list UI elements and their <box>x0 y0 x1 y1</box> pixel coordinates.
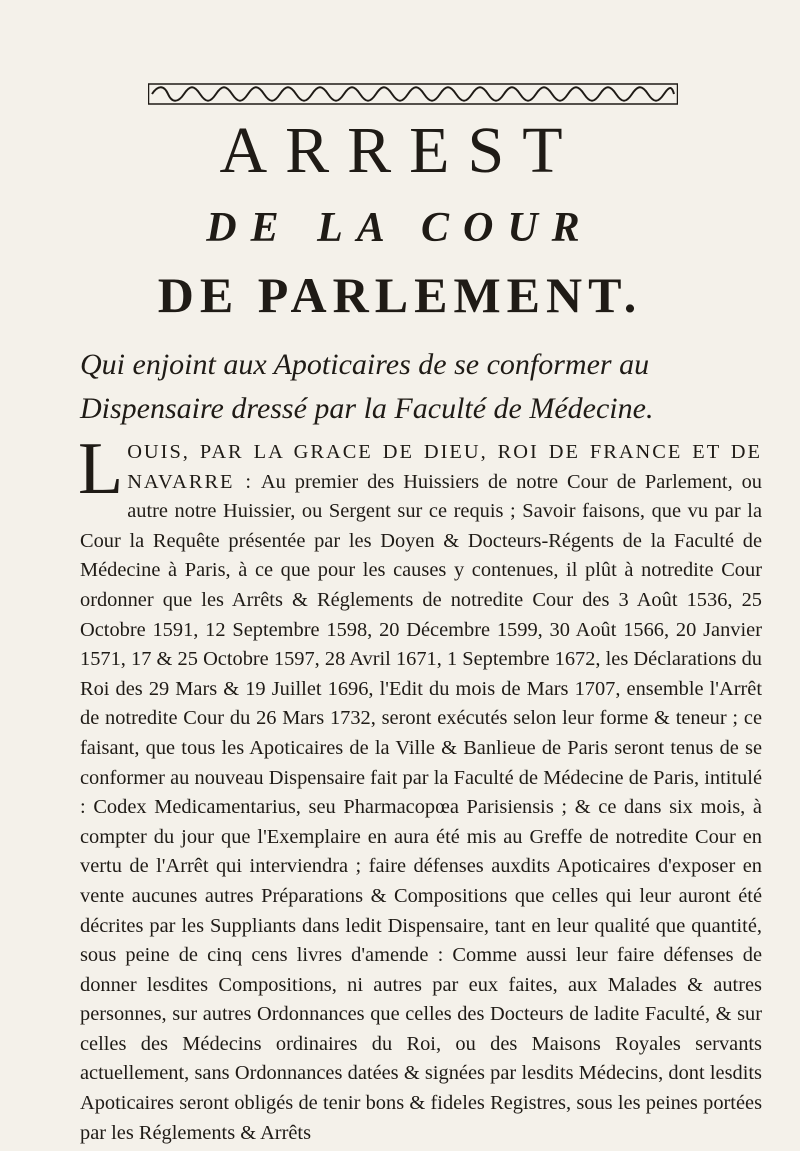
document-title: ARREST <box>219 114 581 187</box>
royal-salutation: OUIS, PAR LA GRACE DE DIEU, ROI DE FRANCE ET DE NAVARRE : <box>127 441 762 493</box>
document-subtitle: DE LA COUR <box>206 205 594 251</box>
court-name: DE PARLEMENT. <box>157 267 643 323</box>
wave-border-ornament <box>148 83 678 105</box>
subject-heading: Qui enjoint aux Apoticaires de se conformer au Dispensaire dressé par la Faculté de Médecine. <box>80 348 654 425</box>
drop-cap: L <box>78 428 124 510</box>
body-text: Au premier des Huissiers de notre Cour de Parlement, ou autre notre Huissier, ou Sergent sur ce requis ; Savoir faisons, que vu par la Cour la Requête présentée par les Doyen & Docteurs-Régents de la Faculté de Médecine à Paris, à ce que pour les causes y contenues, il plût à notredite Cour ordonner que les Arrêts & Réglements de notredite Cour des 3 Août 1536, 25 Octobre 1591, 12 Septembre 1598, 20 Décembre 1599, 30 Août 1566, 20 Janvier 1571, 17 & 25 Octobre 1597, 28 Avril 1671, 1 Septembre 1672, les Déclarations du Roi des 29 Mars & 19 Juillet 1696, l'Edit du mois de Mars 1707, ensemble l'Arrêt de notredite Cour du 26 Mars 1732, seront exécutés selon leur forme & teneur ; ce faisant, que tous les Apoticaires de la Ville & Banlieue de Paris seront tenus de se conformer au nouveau Dispensaire fait par la Faculté de Médecine de Paris, intitulé : Codex Medicamentarius, seu Pharmacopœa Parisiensis ; & ce dans six mois, à compter du jour que l'Exemplaire en aura été mis au Greffe de notredite Cour en vertu de l'Arrêt qui interviendra ; faire défenses auxdits Apoticaires d'exposer en vente aucunes autres Préparations & Compositions que celles qui leur auront été décrites par les Suppliants dans ledit Dispensaire, tant en leur qualité que quantité, sous peine de cinq cens livres d'amende : Comme aussi leur faire défenses de donner lesdites Compositions, ni autres par eux faites, aux Malades & autres personnes, sur autres Ordonnances que celles des Docteurs de ladite Faculté, & sur celles des Médecins ordinaires du Roi, ou des Maisons Royales servants actuellement, sans Ordonnances datées & signées par lesdits Médecins, dont lesdits Apoticaires seront obligés de tenir bons & fideles Registres, sous les peines portées par les Réglements & Arrêts <box>80 470 763 1144</box>
body-paragraph <box>78 428 763 1148</box>
